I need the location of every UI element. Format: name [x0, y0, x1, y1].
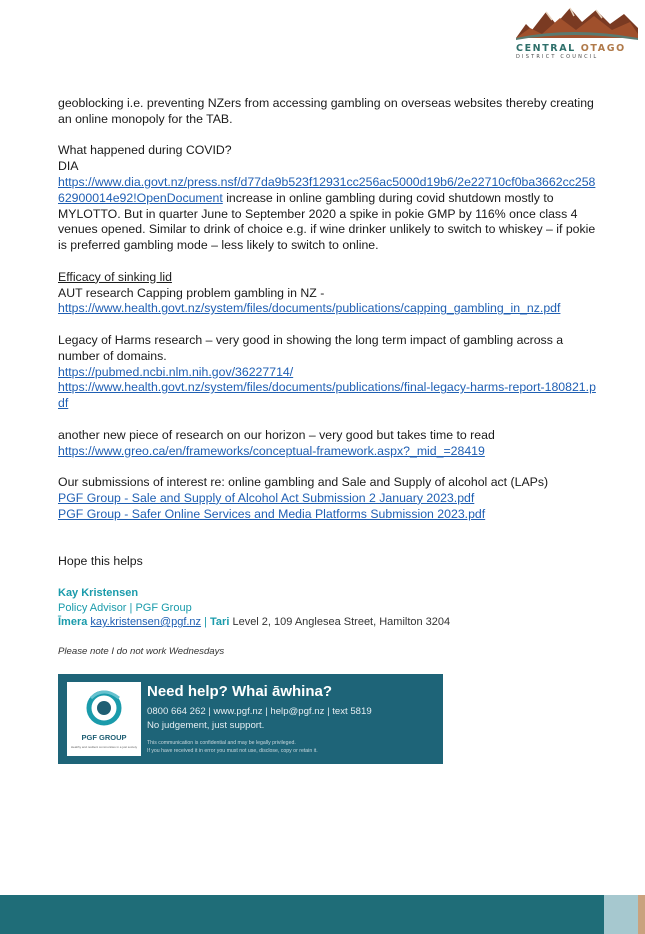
covid-heading: What happened during COVID?: [58, 143, 232, 158]
aut-research-text: AUT research Capping problem gambling in NZ -: [58, 285, 325, 300]
new-research-text: another new piece of research on our horizon – very good but takes time to read: [58, 427, 495, 442]
email-signature: [58, 586, 450, 630]
address-label: Tari: [210, 616, 230, 628]
separator: |: [204, 616, 207, 628]
aut-link[interactable]: https://www.health.govt.nz/system/files/documents/publications/capping_gambling_in_nz.pdf: [58, 301, 561, 316]
covid-text: increase in online gambling during covid shutdown mostly to MYLOTTO. But in quarter June to September 2020 a spike in pokie GMP by 116% once class 4 venues opened. Similar to drink of choice e.g. if wine drinker unlikely to switch to whiskey – if pokie is preferred gambling mode – less likely to switch to online.: [58, 190, 596, 253]
email-link[interactable]: kay.kristensen@pgf.nz: [90, 616, 202, 628]
footer-accent-light: [604, 895, 638, 934]
closing-line: Hope this helps: [58, 554, 143, 569]
greo-link[interactable]: https://www.greo.ca/en/frameworks/conceptual-framework.aspx?_mid_=28419: [58, 443, 485, 458]
banner-contact-line: 0800 664 262 | www.pgf.nz | help@pgf.nz | text 5819: [147, 706, 372, 717]
pubmed-link[interactable]: https://pubmed.ncbi.nlm.nih.gov/36227714/: [58, 364, 294, 379]
banner-support-line: No judgement, just support.: [147, 720, 265, 731]
online-services-submission-link[interactable]: PGF Group - Safer Online Services and Media Platforms Submission 2023.pdf: [58, 506, 486, 521]
council-logo: [512, 4, 642, 60]
legacy-harms-text: Legacy of Harms research – very good in showing the long term impact of gambling across a number of domains.: [58, 332, 564, 363]
logo-text-line1: CENTRAL OTAGO: [516, 43, 626, 54]
covid-paragraph: [58, 175, 598, 254]
paragraph-geoblocking: geoblocking i.e. preventing NZers from accessing gambling on overseas websites thereby creating an online monopoly for the TAB.: [58, 96, 594, 126]
email-label: Īmera: [58, 616, 88, 628]
pgf-logo-text: PGF GROUP: [81, 733, 127, 742]
banner-disclaimer-2: If you have received it in error you must not use, disclose, copy or retain it.: [147, 748, 318, 754]
dia-label: DIA: [58, 159, 79, 174]
banner-title: Need help? Whai āwhina?: [147, 683, 333, 700]
work-days-note: Please note I do not work Wednesdays: [58, 646, 225, 657]
pgf-logo: [67, 682, 141, 756]
mountain-logo-icon: [512, 4, 642, 42]
legacy-harms-link[interactable]: https://www.health.govt.nz/system/files/documents/publications/final-legacy-harms-report-180821.pdf: [58, 380, 596, 411]
address-text: Level 2, 109 Anglesea Street, Hamilton 3204: [232, 616, 451, 628]
footer-accent-tan: [638, 895, 645, 934]
sinking-lid-heading: Efficacy of sinking lid: [58, 269, 172, 284]
logo-text-line2: DISTRICT COUNCIL: [516, 54, 599, 60]
alcohol-submission-link[interactable]: PGF Group - Sale and Supply of Alcohol Act Submission 2 January 2023.pdf: [58, 490, 475, 505]
pgf-tagline: Healthy and resilient communities in a just society: [70, 745, 138, 749]
signature-contact: [58, 615, 450, 630]
email-body: [58, 96, 598, 570]
help-banner[interactable]: [58, 674, 443, 764]
dia-link[interactable]: https://www.dia.govt.nz/press.nsf/d77da9b523f12931cc256ac5000d19b6/2e22710cf0ba3662cc25862900014e92!OpenDocument: [58, 174, 596, 205]
pgf-swirl-icon: [67, 682, 141, 732]
signature-role: Policy Advisor | PGF Group: [58, 601, 192, 614]
footer-bar: [0, 895, 645, 934]
signature-name: Kay Kristensen: [58, 587, 139, 599]
banner-disclaimer-1: This communication is confidential and may be legally privileged.: [147, 740, 296, 746]
submissions-text: Our submissions of interest re: online gambling and Sale and Supply of alcohol act (LAPs): [58, 475, 549, 490]
